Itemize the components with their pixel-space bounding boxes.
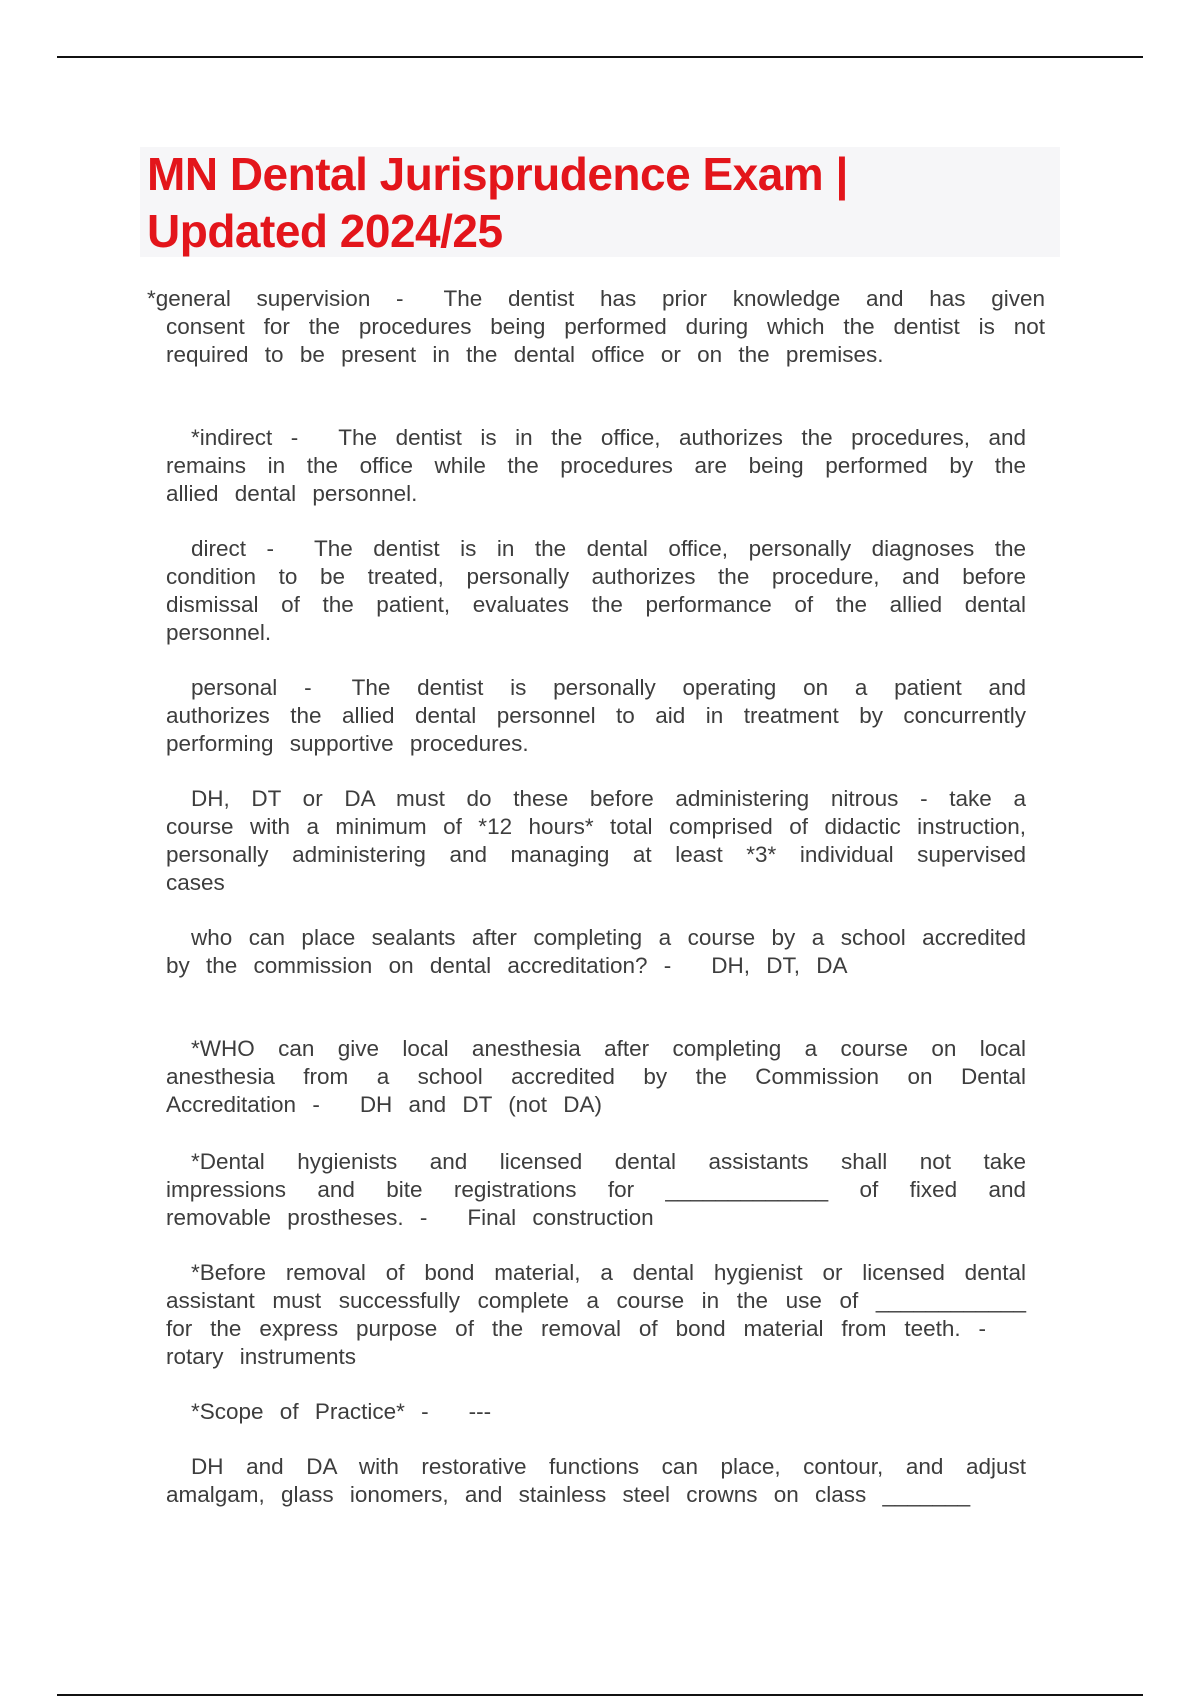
entry-definition: The dentist is personally operating on a patient and authorizes the allied dental personnel to aid in treatment by concurrently performing supportive procedures. [166, 675, 1026, 756]
entry-term: direct - [191, 536, 275, 561]
entry-term: DH, DT or DA must do these before administering nitrous - [191, 786, 928, 811]
flashcard-entry [166, 535, 1026, 647]
flashcard-entry [166, 1035, 1026, 1119]
entry-definition: rotary instruments [166, 1344, 357, 1369]
entry-definition: The dentist has prior knowledge and has given consent for the procedures being performed during which the dentist is not required to be present in the dental office or on the premises. [166, 286, 1045, 367]
entry-term: *WHO can give local anesthesia after completing a course on local anesthesia from a school accredited by the Commission on Dental Accreditation - [166, 1036, 1026, 1117]
entry-definition: The dentist is in the dental office, personally diagnoses the condition to be treated, personally authorizes the procedure, and before dismissal of the patient, evaluates the performance of the allied dental personnel. [166, 536, 1026, 645]
entry-term: *general supervision - [147, 286, 404, 311]
entry-definition: --- [468, 1399, 492, 1424]
entry-definition: DH and DT (not DA) [359, 1092, 602, 1117]
entry-term: *indirect - [191, 425, 299, 450]
flashcard-entry [166, 1259, 1026, 1371]
flashcard-entry [166, 1453, 1026, 1509]
flashcard-entry [166, 1148, 1026, 1232]
document-title-line-2: Updated 2024/25 [147, 205, 503, 257]
entry-definition: take a course with a minimum of *12 hours* total comprised of didactic instruction, personally administering and managing at least *3* individual supervised cases [166, 786, 1026, 895]
entry-term: *Scope of Practice* - [191, 1399, 429, 1424]
footer-rule [57, 1694, 1143, 1696]
flashcard-entry [147, 285, 1045, 369]
flashcard-entry [166, 424, 1026, 508]
entry-definition: Final construction [467, 1205, 654, 1230]
entry-term: personal - [191, 675, 312, 700]
flashcard-entry [166, 674, 1026, 758]
flashcard-entry [166, 785, 1026, 897]
flashcard-entry [166, 924, 1026, 980]
flashcard-entry [166, 1398, 1026, 1426]
entry-definition: The dentist is in the office, authorizes the procedures, and remains in the office while the procedures are being performed by the allied dental personnel. [166, 425, 1026, 506]
entry-term: who can place sealants after completing a course by a school accredited by the commission on dental accreditation? - [166, 925, 1026, 978]
entry-term: *Before removal of bond material, a dental hygienist or licensed dental assistant must successfully complete a course in the use of ____________ for the express purpose of the removal of bond material from teeth. - [166, 1260, 1026, 1341]
entry-term: DH and DA with restorative functions can place, contour, and adjust amalgam, glass ionomers, and stainless steel crowns on class _______ [166, 1454, 1026, 1507]
entry-definition: DH, DT, DA [711, 953, 848, 978]
entry-term: *Dental hygienists and licensed dental assistants shall not take impressions and bite registrations for _____________ of fixed and removable prostheses. - [166, 1149, 1026, 1230]
document-title-line-1: MN Dental Jurisprudence Exam | [147, 148, 848, 200]
